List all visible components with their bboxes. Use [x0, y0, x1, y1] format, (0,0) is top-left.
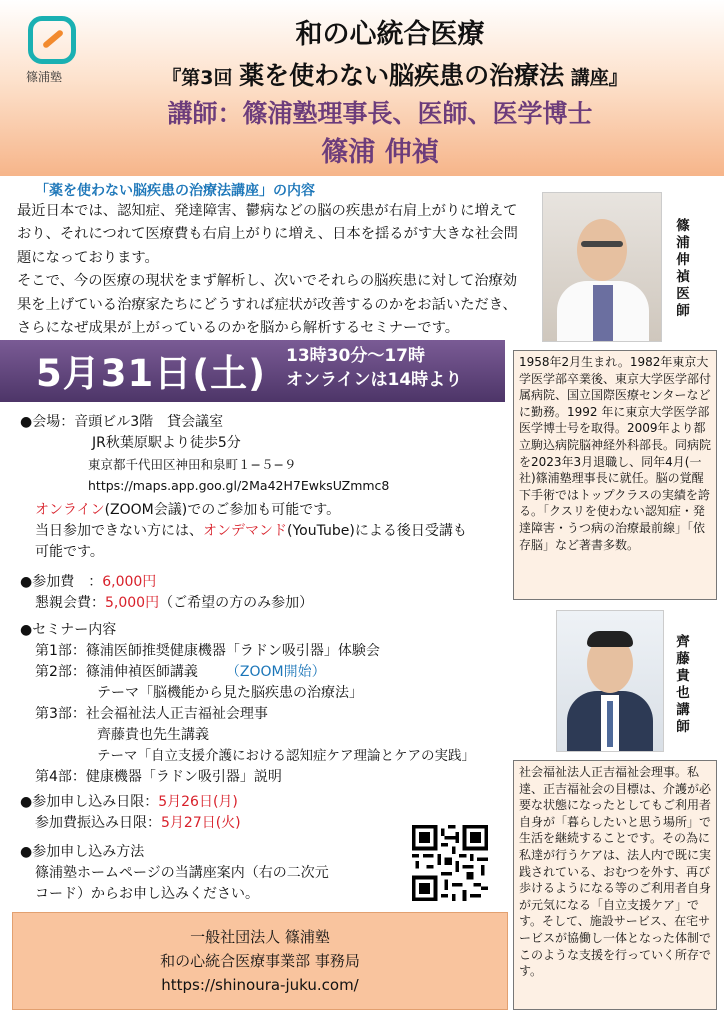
fee-value: 6,000円	[102, 574, 157, 590]
ondemand-text-b: (YouTube)による後日受講も	[287, 523, 467, 539]
intro-paragraph-2: そこで、今の医療の現状をまず解析し、次いでそれらの脳疾患に対して治療効果を上げている治療家たちにどうすれば症状が改善するのかをお話いただき、さらになぜ成果が上がっているのかを脳から解析するセミナーです。	[17, 273, 518, 337]
ondemand-text-a: 当日参加できない方には、	[35, 523, 203, 539]
apply-line-2: コード）からお申し込みください。	[35, 886, 259, 902]
fee-label: ●参加費 ：	[20, 574, 103, 590]
event-date: 5月31日(土)	[36, 352, 267, 395]
lecturer1-label: 篠浦伸禎医師	[676, 218, 690, 319]
intro-heading: 「薬を使わない脳疾患の治療法講座」の内容	[35, 183, 315, 199]
lecturer2-label: 齊藤貴也講師	[676, 634, 690, 735]
event-online-time: オンラインは14時より	[286, 370, 463, 390]
footer-org: 一般社団法人 篠浦塾	[190, 928, 330, 946]
seminar-part2-theme: テーマ「脳機能から見た脳疾患の治療法」	[97, 685, 363, 701]
lecturer-name: 篠浦 伸禎	[321, 137, 439, 168]
online-word: オンライン	[35, 502, 105, 518]
seminar-part3-theme: テーマ「自立支援介護における認知症ケア理論とケアの実践」	[97, 748, 475, 764]
seminar-section	[20, 620, 515, 788]
party-label: 懇親会費：	[35, 595, 105, 611]
venue-address: 東京都千代田区神田和泉町１−５−９	[88, 457, 297, 472]
party-note: （ご希望の方のみ参加）	[159, 595, 314, 611]
seminar-part1: 第1部：篠浦医師推奨健康機器「ラドン吸引器」体験会	[35, 643, 380, 659]
lecture-title-tail: 講座』	[564, 67, 628, 89]
footer-url[interactable]: https://shinoura-juku.com/	[161, 976, 359, 994]
lecture-title-main: 薬を使わない脳疾患の治療法	[239, 61, 565, 90]
venue-access: JR秋葉原駅より徒歩5分	[92, 435, 241, 451]
intro-paragraph-1: 最近日本では、認知症、発達障害、鬱病などの脳の疾患が右肩上がりに増えており、それにつれて医療費も右肩上がりに増え、日本を揺るがす大きな社会問題になっております。	[17, 203, 518, 266]
deadline-label-1: ●参加申し込み日限：	[20, 794, 159, 810]
lecturer1-photo	[542, 192, 662, 342]
seminar-part4: 第4部：健康機器「ラドン吸引器」説明	[35, 769, 282, 785]
fees-section	[20, 572, 500, 614]
ondemand-text-c: 可能です。	[35, 544, 104, 560]
deadline-value-1: 5月26日(月)	[158, 794, 238, 810]
lecturer2-bio: 社会福祉法人正吉福祉会理事。私達、正吉福祉会の目標は、介護が必要な状態になったとしてもご利用者自身が「暮らしたいと思う場所」で生活を継続することです。その為に私達が行うケアは、法人内で既に実践されている、おむつを外す、再び歩けるようになる等のご利用者自身が元気になる「自立支援ケア」です。そして、施設サービス、在宅サービスが協働し一体となった体制でこのような支援を行っていく所存です。	[513, 760, 717, 1010]
deadline-value-2: 5月27日(火)	[161, 815, 241, 831]
lecture-title	[70, 56, 720, 92]
venue-map-link[interactable]: https://maps.app.goo.gl/2Ma42H7EwksUZmmc8	[88, 478, 390, 493]
event-time	[286, 344, 462, 392]
party-value: 5,000円	[105, 595, 160, 611]
footer-contact	[12, 912, 508, 1010]
seminar-zoom-start: （ZOOM開始）	[225, 664, 326, 680]
apply-heading: ●参加申し込み方法	[20, 844, 145, 860]
lecture-title-open: 『第3回	[162, 67, 240, 89]
logo-text: 篠浦塾	[26, 70, 63, 84]
lecturer-credentials: 講師：篠浦塾理事長、医師、医学博士	[167, 99, 593, 128]
online-rest: (ZOOM会議)でのご参加も可能です。	[104, 502, 341, 518]
apply-section	[20, 842, 410, 905]
ondemand-word: オンデマンド	[203, 523, 287, 539]
intro-text	[17, 200, 527, 340]
main-title: 和の心統合医療	[295, 19, 485, 50]
lecturer2-photo	[556, 610, 664, 752]
event-time-range: 13時30分～17時	[286, 346, 425, 366]
qr-code[interactable]	[412, 825, 488, 901]
seminar-part2: 第2部：篠浦伸禎医師講義	[35, 664, 198, 680]
apply-line-1: 篠浦塾ホームページの当講座案内（右の二次元	[35, 865, 329, 881]
venue-section	[20, 412, 510, 496]
footer-dept: 和の心統合医療事業部 事務局	[160, 952, 360, 970]
deadline-label-2: 参加費振込み日限：	[35, 815, 161, 831]
lecturer1-bio: 1958年2月生まれ。1982年東京大学医学部卒業後、東京大学医学部付属病院、国立国際医療センターなどに勤務。1992 年に東京大学医学部医学博士号を取得。2009年より都立駒込病院脳神経外科部長。同病院を2023年3月退職し、同年4月(一社)篠浦塾理事長に就任。脳の覚醒下手術ではトップクラスの実績を誇る。「クスリを使わない認知症・発達障害・うつ病の治療最前線」「依存脳」など著書多数。	[513, 350, 717, 600]
shinoura-juku-logo	[28, 16, 76, 64]
online-section	[35, 500, 515, 563]
seminar-part3: 第3部：社会福祉法人正吉福祉会理事	[35, 706, 268, 722]
seminar-heading: ●セミナー内容	[20, 622, 117, 638]
venue-line: ●会場：音頭ビル3階 貸会議室	[20, 414, 224, 430]
deadline-section	[20, 792, 400, 834]
seminar-part3-name: 齊藤貴也先生講義	[97, 727, 209, 743]
